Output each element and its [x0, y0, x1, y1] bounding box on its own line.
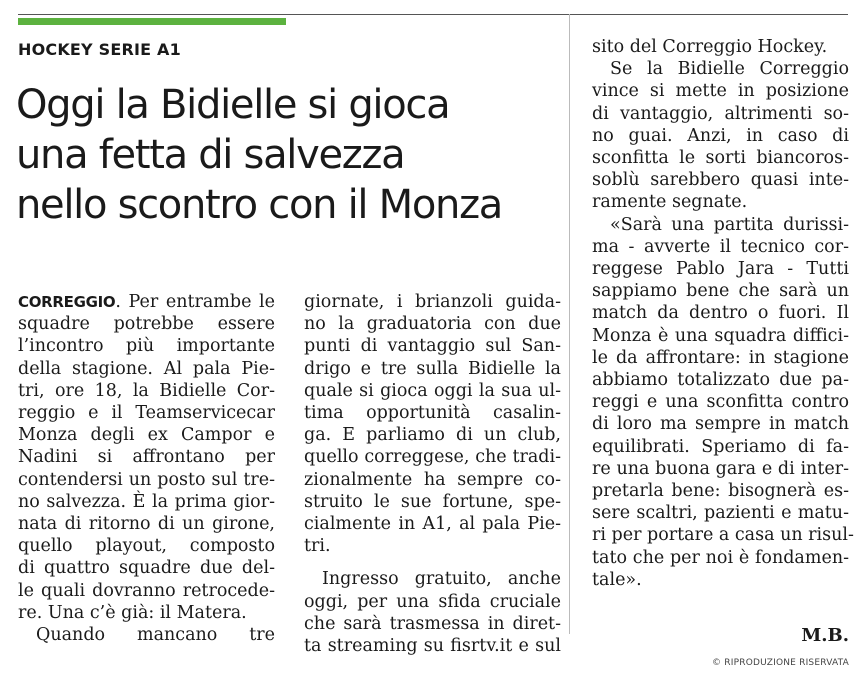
text-line: tri. [304, 536, 331, 557]
text-line: di vantaggio, altrimenti so- [592, 103, 849, 124]
text-line: sappiamo bene che sarà un [592, 281, 849, 302]
headline [16, 80, 561, 230]
text-line: contendersi un posto sul tre- [18, 469, 275, 490]
author-signature: M.B. [801, 625, 849, 646]
text-line: Ingresso gratuito, anche [322, 569, 561, 590]
text-line: oggi, per una sfida cruciale [304, 591, 561, 612]
text-line: Monza è una squadra diffici- [592, 325, 849, 346]
text-line: Monza degli ex Campor e [18, 425, 275, 446]
text-line: equilibrati. Speriamo di fa- [592, 436, 849, 457]
text-line: reggio e il Teamservicecar [18, 403, 275, 424]
text-line: quello playout, composto [18, 536, 275, 557]
text-line: squadre potrebbe essere [18, 314, 275, 335]
headline-line: una fetta di salvezza [16, 132, 405, 178]
text-line: ramente segnate. [592, 192, 748, 213]
text-line: zionalmente ha sempre co- [304, 469, 561, 490]
text-line: no la graduatoria con due [304, 314, 561, 335]
text-line: sconfitta le sorti biancoros- [592, 148, 849, 169]
text-line [18, 291, 275, 313]
text-line: di loro ma sempre in match [592, 414, 849, 435]
dateline: CORREGGIO [18, 293, 116, 311]
text-line: match da dentro o fuori. Il [592, 303, 849, 324]
text-line: nata di ritorno di un girone, [18, 514, 275, 535]
text-line: vince si mette in posizione [592, 81, 849, 102]
text-line: sere scaltri, pazienti e matu- [592, 503, 849, 524]
section-accent-bar [18, 18, 286, 25]
text-line: re una buona gara e di inter- [592, 458, 849, 479]
headline-line: Oggi la Bidielle si gioca [16, 82, 450, 128]
text-line: sito del Correggio Hockey. [592, 37, 828, 57]
article-column-3 [592, 36, 854, 591]
text-line: abbiamo totalizzato due pa- [592, 370, 849, 391]
text-line: Se la Bidielle Correggio [610, 59, 849, 80]
text-line: della stagione. Al pala Pie- [18, 358, 275, 379]
text-line: tale». [592, 569, 642, 590]
text-line: quale si gioca oggi la sua ul- [304, 380, 561, 401]
copyright-notice: © RIPRODUZIONE RISERVATA [712, 658, 849, 668]
text-line: di quattro squadre due del- [18, 558, 275, 579]
text-line: «Sarà una partita durissi- [610, 214, 849, 235]
headline-line: nello scontro con il Monza [16, 182, 502, 228]
text-line: tri, ore 18, la Bidielle Cor- [18, 380, 275, 401]
column-divider [569, 14, 570, 634]
text-line: le quali dovranno retrocede- [18, 580, 275, 601]
text-line: ta streaming su fisrtv.it e sul [304, 636, 561, 657]
text-line: no guai. Anzi, in caso di [592, 125, 849, 146]
text-line: tima opportunità casalin- [304, 403, 561, 424]
text-line: ma - avverte il tecnico cor- [592, 236, 849, 257]
text-line: l’incontro più importante [18, 336, 275, 357]
text-line: pretarla bene: bisognerà es- [592, 481, 849, 502]
text-line: no salvezza. È la prima gior- [18, 491, 275, 512]
text-line: reggi e una sconfitta contro [592, 392, 849, 413]
text-line: le da affrontare: in stagione [592, 347, 849, 368]
text-line: punti di vantaggio sul San- [304, 336, 561, 357]
text-line: quello correggese, che tradi- [304, 447, 561, 468]
section-kicker: HOCKEY SERIE A1 [18, 40, 181, 59]
article-column-2 [304, 291, 561, 657]
text-line: giornate, i brianzoli guida- [304, 292, 561, 312]
text-line: ga. E parliamo di un club, [304, 425, 561, 446]
text-line: soblù sarebbero quasi inte- [592, 170, 849, 191]
text-line: Nadini si affrontano per [18, 447, 275, 468]
text-line: tato che per noi è fondamen- [592, 547, 849, 568]
text-line: che sarà trasmessa in diret- [304, 613, 561, 634]
text-line: drigo e tre sulla Bidielle la [304, 358, 561, 379]
text-line: cialmente in A1, al pala Pie- [304, 514, 561, 535]
top-rule [18, 14, 848, 15]
article-column-1 [18, 291, 275, 646]
text-line: ri per portare a casa un risul- [592, 525, 854, 546]
text-line: reggese Pablo Jara - Tutti [592, 259, 849, 280]
text-line: Quando mancano tre [36, 625, 275, 646]
text-line: struito le sue fortune, spe- [304, 491, 561, 512]
text-line: re. Una c’è già: il Matera. [18, 602, 247, 623]
text-run: . Per entrambe le [115, 292, 275, 312]
